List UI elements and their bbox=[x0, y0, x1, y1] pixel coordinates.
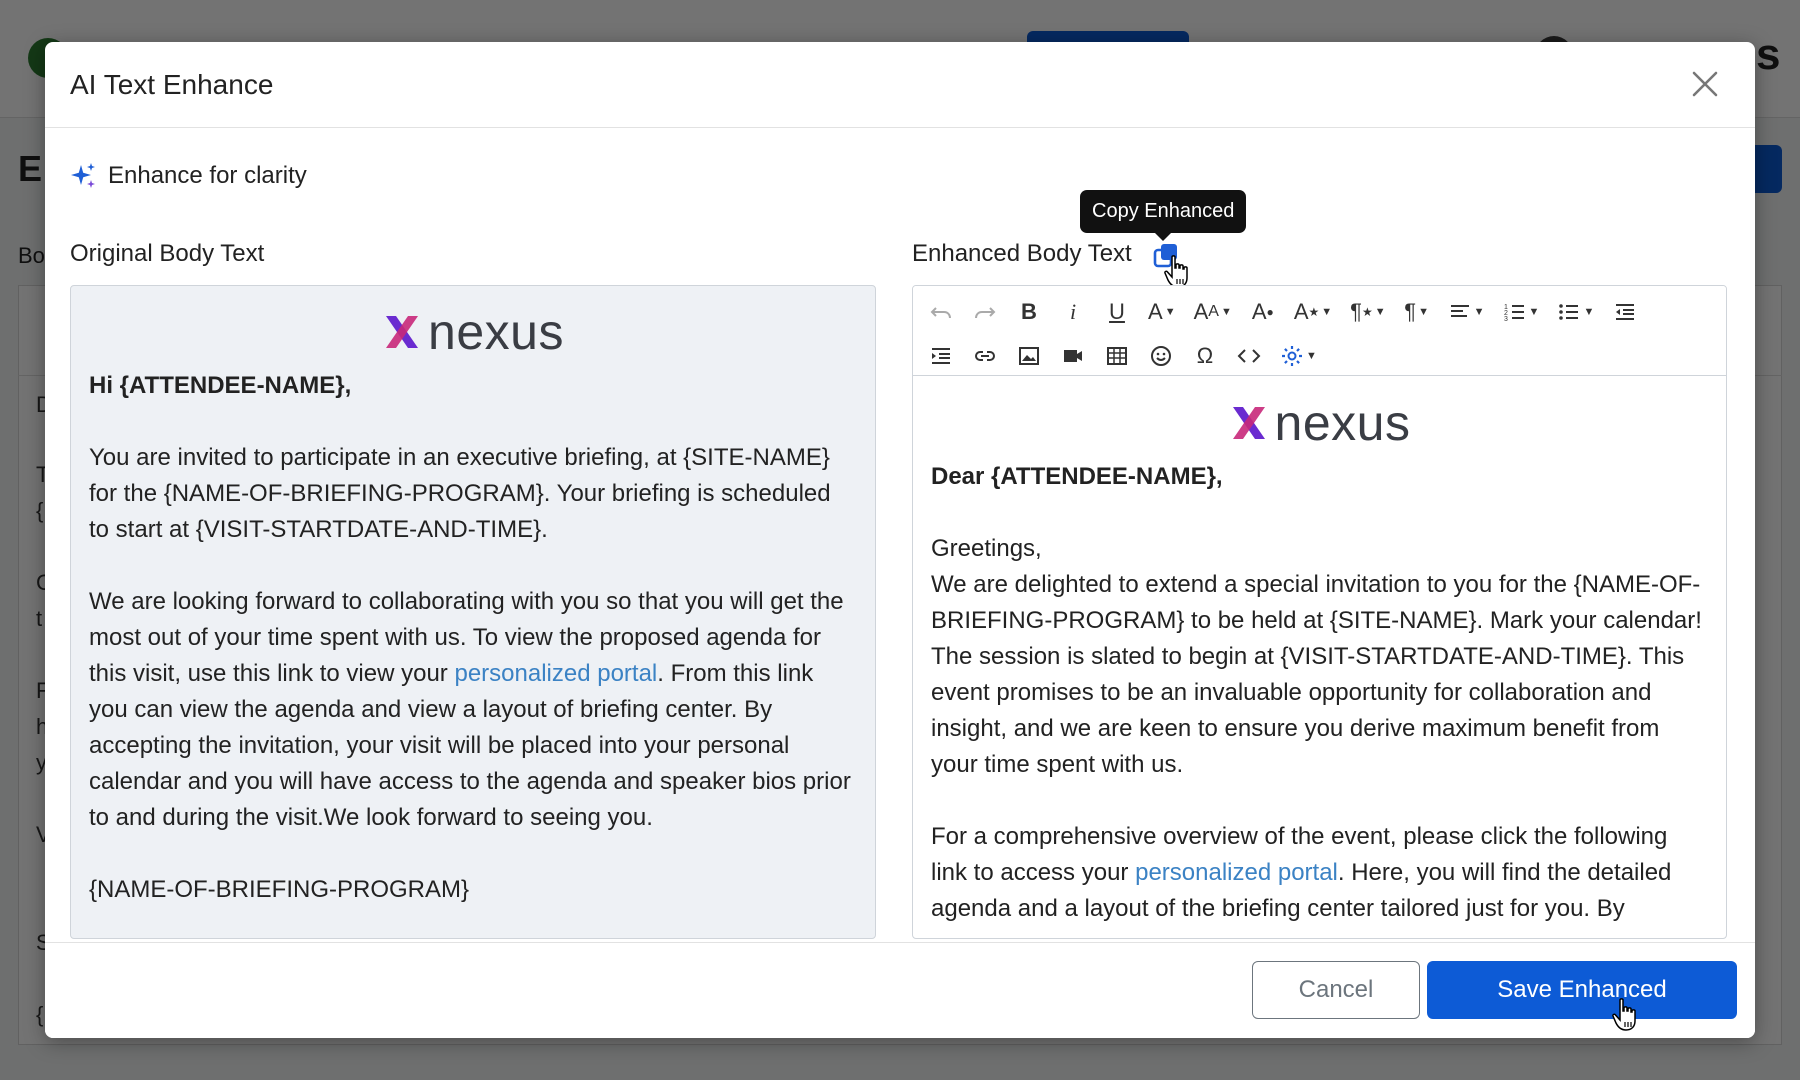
undo-icon[interactable] bbox=[923, 294, 959, 330]
enhanced-document bbox=[913, 387, 1726, 927]
original-body-panel[interactable] bbox=[70, 285, 876, 939]
redo-icon[interactable] bbox=[967, 294, 1003, 330]
svg-text:2: 2 bbox=[1503, 310, 1508, 317]
font-size-icon[interactable]: A A ▼ bbox=[1193, 299, 1232, 324]
editor-toolbar bbox=[913, 286, 1726, 376]
underline-icon[interactable]: U bbox=[1109, 299, 1125, 324]
original-document bbox=[71, 296, 875, 908]
modal-title: AI Text Enhance bbox=[70, 69, 274, 100]
save-enhanced-button[interactable]: Save Enhanced bbox=[1427, 961, 1737, 1019]
enhanced-content-area[interactable] bbox=[913, 377, 1726, 939]
enhanced-paragraph-2-text: For a comprehensive overview of the event, please click the following link to access your bbox=[931, 823, 1668, 886]
svg-text:1: 1 bbox=[1503, 304, 1508, 311]
emoji-icon[interactable] bbox=[1143, 338, 1179, 374]
code-view-icon[interactable] bbox=[1231, 338, 1267, 374]
enhanced-paragraph-2 bbox=[931, 819, 1708, 927]
special-char-icon[interactable]: Ω bbox=[1196, 343, 1214, 368]
original-signature: {NAME-OF-BRIEFING-PROGRAM} bbox=[89, 876, 470, 903]
table-icon[interactable] bbox=[1099, 338, 1135, 374]
indent-icon[interactable] bbox=[923, 338, 959, 374]
link-icon[interactable] bbox=[967, 338, 1003, 374]
original-paragraph-2-rest: . From this link you can view the agenda and view a layout of briefing center. By accepting the invitation, your visit will be placed into your personal calendar and you will have access to the agenda and speaker bios prior to and during the visit.We look forward to seeing you. bbox=[89, 660, 851, 831]
enhance-mode-row bbox=[70, 162, 307, 190]
svg-text:3: 3 bbox=[1503, 316, 1508, 323]
enhanced-paragraph-2-rest: . Here, you will find the detailed agenda and a layout of the briefing center tailored just for you. By bbox=[931, 859, 1672, 922]
enhanced-greeting: Dear {ATTENDEE-NAME}, bbox=[931, 463, 1223, 490]
original-paragraph-2-text: We are looking forward to collaborating with you so that you will get the most out of your time spent with us. To view the proposed agenda for this visit, use this link to view your bbox=[89, 588, 844, 687]
paragraph-format-icon[interactable]: ¶ ▼ bbox=[1404, 299, 1430, 324]
italic-icon[interactable]: i bbox=[1069, 299, 1077, 324]
paragraph-style-icon[interactable]: ¶ ★ ▼ bbox=[1350, 299, 1386, 324]
enhanced-paragraph-1: We are delighted to extend a special invitation to you for the {NAME-OF-BRIEFING-PROGRAM} to be held at {SITE-NAME}. Mark your calendar! The session is slated to begin at {VISIT-STARTDATE-AND-TIME}. This event promises to be an invaluable opportunity for collaboration and insight, and we are keen to ensure you derive maximum benefit from your time spent with us. bbox=[931, 571, 1702, 778]
font-color-icon[interactable]: A ▼ bbox=[1148, 299, 1176, 324]
personalized-portal-link[interactable]: personalized portal bbox=[454, 660, 658, 687]
hand-cursor-icon bbox=[1611, 997, 1641, 1033]
unordered-list-icon[interactable]: ▼ bbox=[1552, 294, 1599, 330]
ordered-list-icon[interactable]: 1 2 3 ▼ bbox=[1503, 304, 1540, 323]
original-paragraph-1: You are invited to participate in an executive briefing, at {SITE-NAME} for the {NAME-OF-BRIEFING-PROGRAM}. Your briefing is scheduled to start at {VISIT-STARTDATE-AND-TIME}. bbox=[89, 444, 831, 543]
video-icon[interactable] bbox=[1055, 338, 1091, 374]
enhance-mode-label: Enhance for clarity bbox=[108, 162, 307, 189]
personalized-portal-link[interactable]: personalized portal bbox=[1135, 859, 1338, 886]
toolbar-row-2 bbox=[923, 338, 1330, 374]
align-icon[interactable]: ▼ bbox=[1443, 294, 1490, 330]
highlight-icon[interactable]: A ● bbox=[1251, 299, 1274, 324]
nexus-logo-text: nexus bbox=[1274, 395, 1411, 451]
copy-enhanced-tooltip: Copy Enhanced bbox=[1080, 190, 1246, 233]
enhanced-body-label: Enhanced Body Text bbox=[912, 240, 1132, 267]
nexus-logo bbox=[89, 296, 857, 368]
modal-header bbox=[45, 42, 1755, 128]
image-icon[interactable] bbox=[1011, 338, 1047, 374]
settings-icon[interactable]: ▼ bbox=[1275, 338, 1322, 374]
text-style-icon[interactable]: A ★ ▼ bbox=[1293, 299, 1333, 324]
nexus-logo bbox=[931, 387, 1708, 459]
outdent-icon[interactable] bbox=[1607, 294, 1643, 330]
sparkle-icon bbox=[70, 162, 98, 190]
original-greeting: Hi {ATTENDEE-NAME}, bbox=[89, 372, 352, 399]
original-body-label: Original Body Text bbox=[70, 240, 265, 267]
cancel-button[interactable]: Cancel bbox=[1252, 961, 1420, 1019]
nexus-x-icon bbox=[1229, 403, 1269, 443]
bold-icon[interactable]: B bbox=[1021, 299, 1037, 324]
toolbar-row-1 bbox=[923, 294, 1651, 330]
nexus-x-icon bbox=[382, 312, 422, 352]
close-icon[interactable] bbox=[1689, 68, 1721, 100]
modal-footer bbox=[45, 942, 1755, 1038]
ai-text-enhance-modal bbox=[45, 42, 1755, 1038]
nexus-logo-text: nexus bbox=[428, 304, 564, 360]
enhanced-greetings-line: Greetings, bbox=[931, 535, 1042, 562]
original-paragraph-2 bbox=[89, 584, 857, 836]
enhanced-body-editor[interactable] bbox=[912, 285, 1727, 939]
